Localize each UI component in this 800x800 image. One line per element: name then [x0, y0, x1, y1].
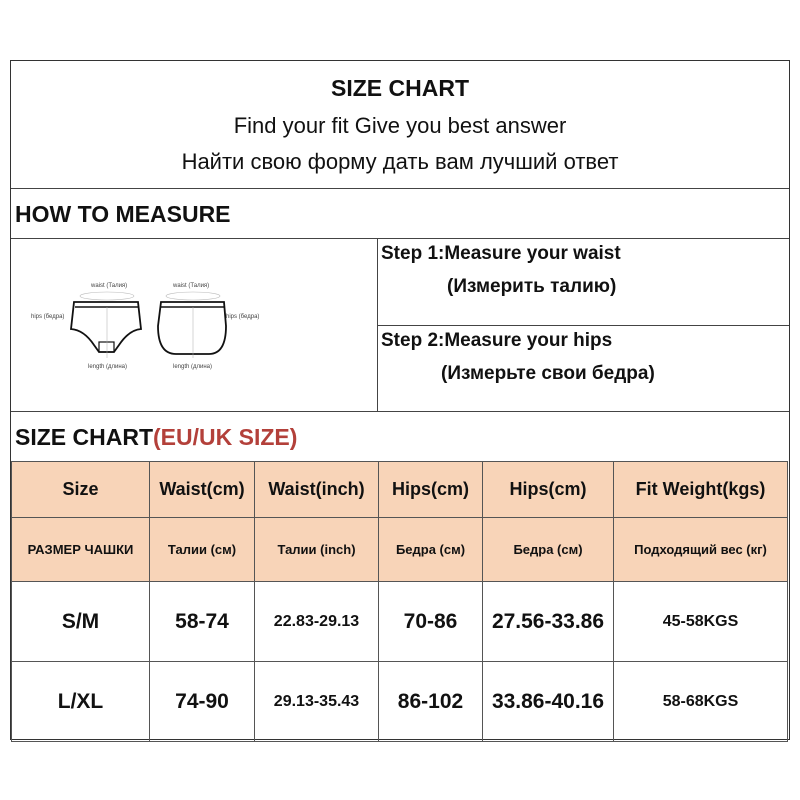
column-header-ru: РАЗМЕР ЧАШКИ — [12, 518, 150, 582]
table-header-row — [12, 462, 788, 518]
divider — [11, 411, 789, 412]
cell: 58-68KGS — [614, 662, 788, 742]
column-header: Waist(inch) — [255, 462, 379, 518]
svg-text:hips (бедра): hips (бедра) — [31, 314, 65, 320]
cell: 22.83-29.13 — [255, 582, 379, 662]
svg-text:waist (Талия): waist (Талия) — [91, 283, 128, 289]
cell: 86-102 — [379, 662, 483, 742]
size-chart-heading-text: SIZE CHART — [15, 424, 153, 450]
cell: 70-86 — [379, 582, 483, 662]
divider — [377, 325, 789, 326]
how-to-measure-heading: HOW TO MEASURE — [15, 201, 231, 227]
cell: S/M — [12, 582, 150, 662]
measure-diagram — [21, 256, 271, 386]
step-2-ru: (Измерьте свои бедра) — [441, 363, 655, 384]
subtitle-en: Find your fit Give you best answer — [233, 113, 567, 138]
column-header-ru: Талии (см) — [150, 518, 255, 582]
size-chart-heading-accent: (EU/UK SIZE) — [153, 424, 298, 450]
size-chart-heading — [15, 424, 297, 451]
cell: 29.13-35.43 — [255, 662, 379, 742]
table-header-row-ru — [12, 518, 788, 582]
step-1-ru: (Измерить талию) — [447, 276, 617, 297]
cell: L/XL — [12, 662, 150, 742]
divider — [11, 188, 789, 189]
svg-text:waist (Талия): waist (Талия) — [173, 283, 210, 289]
column-header: Size — [12, 462, 150, 518]
size-table — [11, 461, 788, 742]
column-header: Waist(cm) — [150, 462, 255, 518]
column-header-ru: Бедра (см) — [379, 518, 483, 582]
column-header-ru: Талии (inch) — [255, 518, 379, 582]
step-2: Step 2:Measure your hips — [381, 330, 613, 351]
table-row — [12, 582, 788, 662]
column-header: Fit Weight(kgs) — [614, 462, 788, 518]
column-header: Hips(cm) — [379, 462, 483, 518]
svg-text:hips (бедра): hips (бедра) — [226, 314, 260, 320]
column-header: Hips(cm) — [483, 462, 614, 518]
size-chart-frame — [10, 60, 790, 740]
svg-text:length (длина): length (длина) — [88, 364, 128, 370]
page-title: SIZE CHART — [331, 75, 469, 101]
cell: 33.86-40.16 — [483, 662, 614, 742]
subtitle-ru: Найти свою форму дать вам лучший ответ — [181, 149, 619, 174]
svg-text:length (длина): length (длина) — [173, 364, 213, 370]
column-header-ru: Бедра (см) — [483, 518, 614, 582]
cell: 45-58KGS — [614, 582, 788, 662]
column-header-ru: Подходящий вес (кг) — [614, 518, 788, 582]
cell: 27.56-33.86 — [483, 582, 614, 662]
cell: 58-74 — [150, 582, 255, 662]
cell: 74-90 — [150, 662, 255, 742]
step-1: Step 1:Measure your waist — [381, 243, 621, 264]
table-row — [12, 662, 788, 742]
divider — [11, 238, 789, 239]
